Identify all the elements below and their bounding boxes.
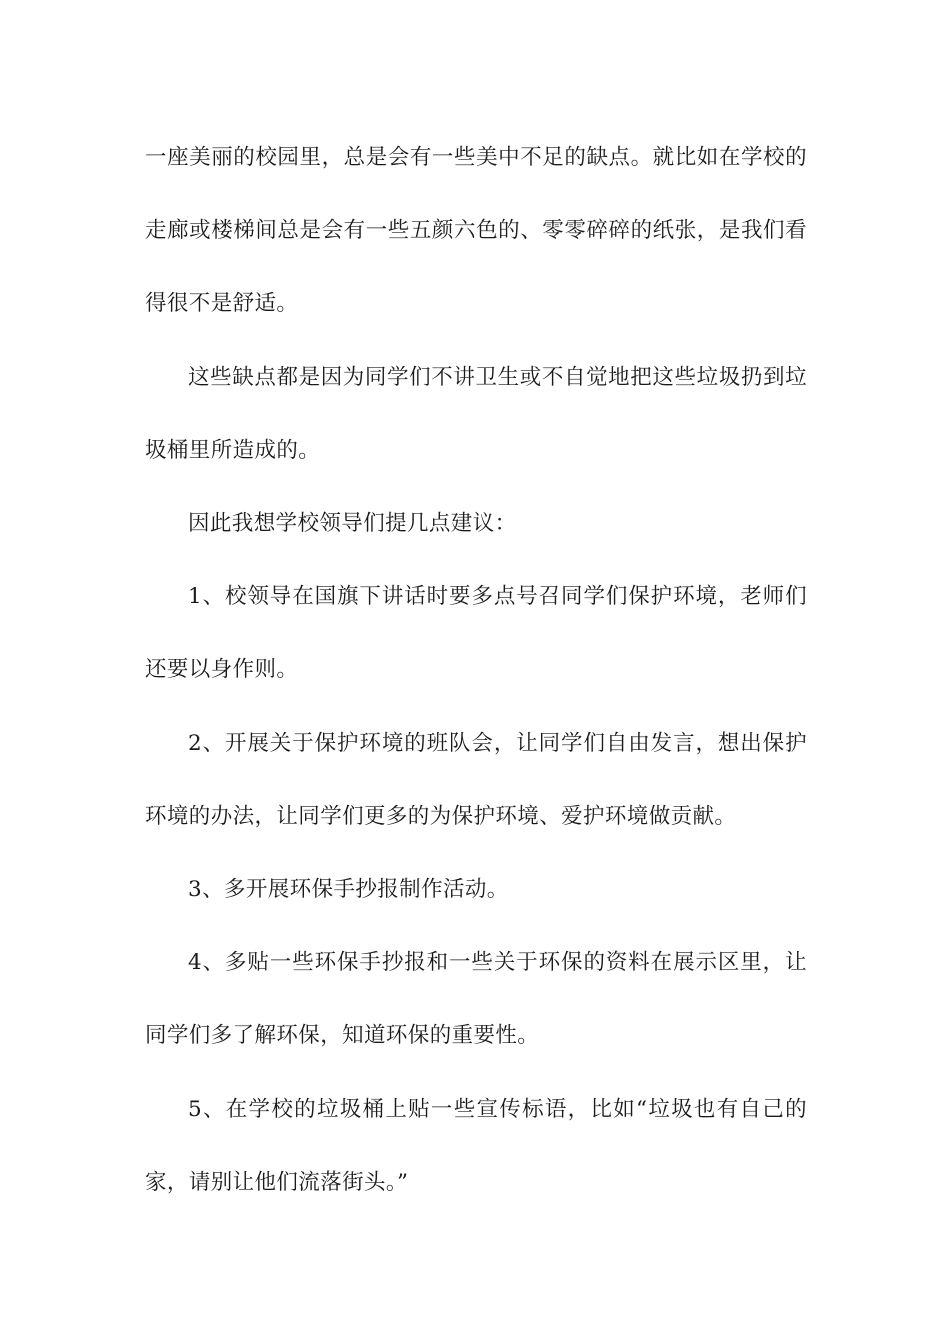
suggestion-item-3: 3、多开展环保手抄报制作活动。: [188, 877, 509, 903]
suggestion-item-5: 5、在学校的垃圾桶上贴一些宣传标语，比如“垃圾也有自己的家，请别让他们流落街头。”: [145, 1096, 807, 1195]
suggestion-item-1: 1、校领导在国旗下讲话时要多点号召同学们保护环境，老师们还要以身作则。: [145, 584, 807, 683]
paragraph-campus-flaws: 一座美丽的校园里，总是会有一些美中不足的缺点。就比如在学校的走廊或楼梯间总是会有一些五颜六色的、零零碎碎的纸张，是我们看得很不是舒适。: [145, 145, 807, 317]
document-body: [145, 121, 807, 1219]
paragraph-cause: 这些缺点都是因为同学们不讲卫生或不自觉地把这些垃圾扔到垃圾桶里所造成的。: [145, 364, 807, 463]
suggestion-item-2: 2、开展关于保护环境的班队会，让同学们自由发言，想出保护环境的办法，让同学们更多的为保护环境、爱护环境做贡献。: [145, 730, 807, 829]
paragraph-suggestions-intro: 因此我想学校领导们提几点建议：: [188, 511, 517, 537]
suggestion-item-4: 4、多贴一些环保手抄报和一些关于环保的资料在展示区里，让同学们多了解环保，知道环保的重要性。: [145, 950, 807, 1049]
